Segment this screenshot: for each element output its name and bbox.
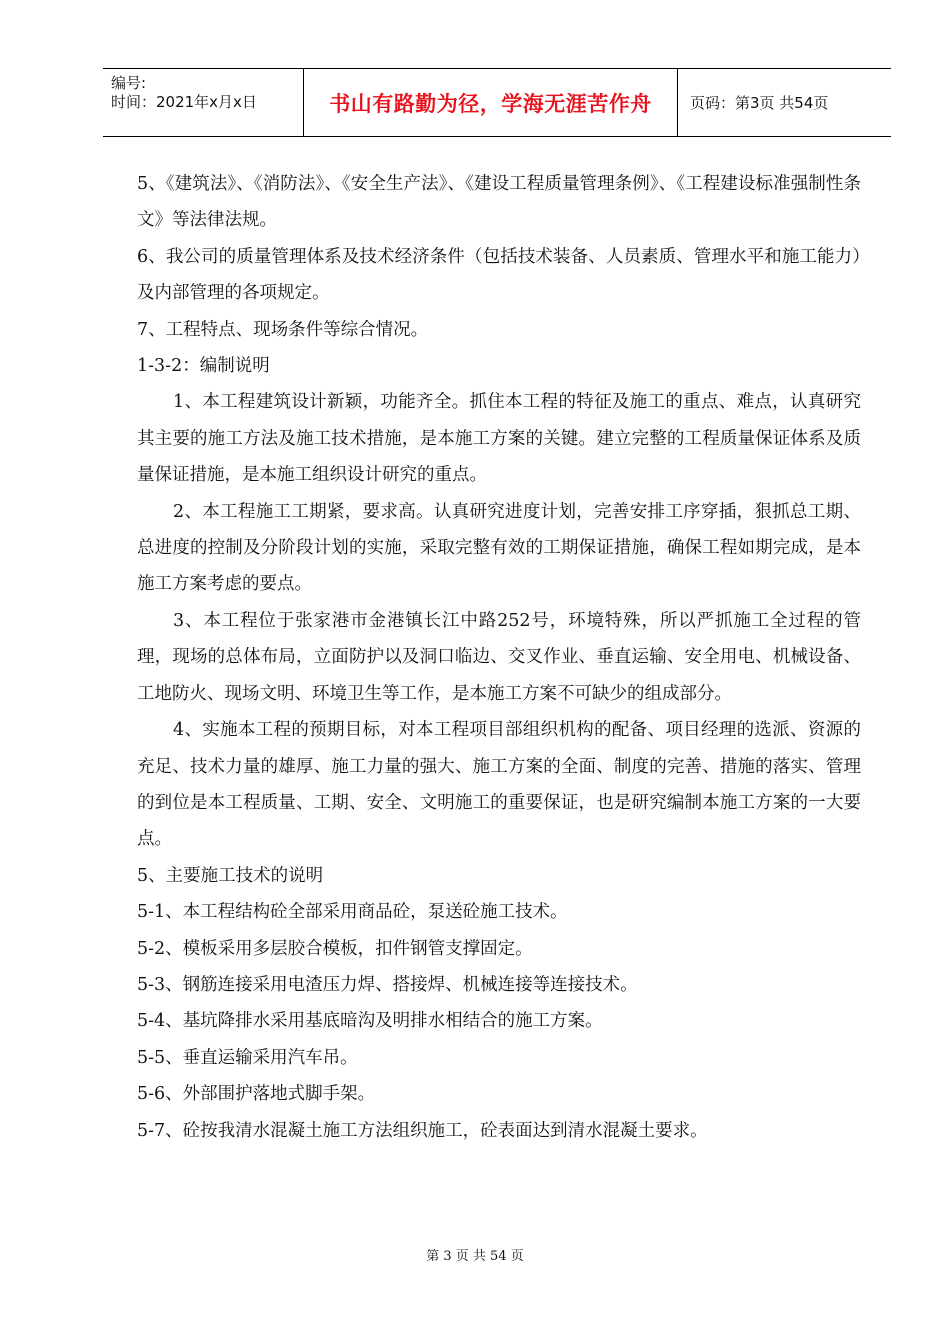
body-paragraph: 1-3-2：编制说明 bbox=[137, 356, 270, 377]
header-motto-cell bbox=[304, 69, 678, 136]
page-header bbox=[103, 68, 891, 137]
body-paragraph: 4、实施本工程的预期目标，对本工程项目部组织机构的配备、项目经理的选派、资源的充足、技术力量的雄厚、施工力量的强大、施工方案的全面、制度的完善、措施的落实、管理的到位是本工程质量、工期、安全、文明施工的重要保证，也是研究编制本施工方案的一大要点。 bbox=[137, 720, 861, 850]
body-paragraph: 5、《建筑法》、《消防法》、《安全生产法》、《建设工程质量管理条例》、《工程建设标准强制性条文》等法律法规。 bbox=[137, 174, 861, 231]
body-paragraph: 5-1、本工程结构砼全部采用商品砼，泵送砼施工技术。 bbox=[137, 902, 568, 923]
document-body bbox=[137, 166, 861, 1149]
header-meta-cell bbox=[103, 69, 304, 136]
header-motto: 书山有路勤为径，学海无涯苦作舟 bbox=[329, 91, 652, 116]
body-paragraph: 5、主要施工技术的说明 bbox=[137, 865, 324, 886]
header-page-cell bbox=[678, 69, 891, 136]
body-paragraph: 5-6、外部围护落地式脚手架。 bbox=[137, 1084, 376, 1105]
body-paragraph: 1、本工程建筑设计新颖，功能齐全。抓住本工程的特征及施工的重点、难点，认真研究其主要的施工方法及施工技术措施，是本施工方案的关键。建立完整的工程质量保证体系及质量保证措施，是本施工组织设计研究的重点。 bbox=[137, 392, 861, 486]
body-paragraph: 5-7、砼按我清水混凝土施工方法组织施工，砼表面达到清水混凝土要求。 bbox=[137, 1120, 708, 1141]
body-paragraph: 5-4、基坑降排水采用基底暗沟及明排水相结合的施工方案。 bbox=[137, 1011, 603, 1032]
page-footer: 第 3 页 共 54 页 bbox=[426, 1249, 524, 1264]
header-page-number: 页码：第3页 共54页 bbox=[690, 94, 829, 112]
body-paragraph: 5-3、钢筋连接采用电渣压力焊、搭接焊、机械连接等连接技术。 bbox=[137, 974, 638, 995]
body-paragraph: 7、工程特点、现场条件等综合情况。 bbox=[137, 319, 429, 340]
body-paragraph: 2、本工程施工工期紧，要求高。认真研究进度计划，完善安排工序穿插，狠抓总工期、总进度的控制及分阶段计划的实施，采取完整有效的工期保证措施，确保工程如期完成，是本施工方案考虑的要点。 bbox=[137, 501, 861, 595]
document-number-label: 编号: bbox=[111, 74, 147, 92]
body-paragraph: 5-5、垂直运输采用汽车吊。 bbox=[137, 1047, 358, 1068]
body-paragraph: 6、我公司的质量管理体系及技术经济条件（包括技术装备、人员素质、管理水平和施工能力）及内部管理的各项规定。 bbox=[137, 246, 861, 304]
body-paragraph: 3、本工程位于张家港市金港镇长江中路252号，环境特殊，所以严抓施工全过程的管理，现场的总体布局，立面防护以及洞口临边、交叉作业、垂直运输、安全用电、机械设备、工地防火、现场文明、环境卫生等工作，是本施工方案不可缺少的组成部分。 bbox=[137, 610, 861, 704]
document-time-label: 时间：2021年x月x日 bbox=[111, 93, 257, 111]
body-paragraph: 5-2、模板采用多层胶合模板，扣件钢管支撑固定。 bbox=[137, 938, 533, 959]
